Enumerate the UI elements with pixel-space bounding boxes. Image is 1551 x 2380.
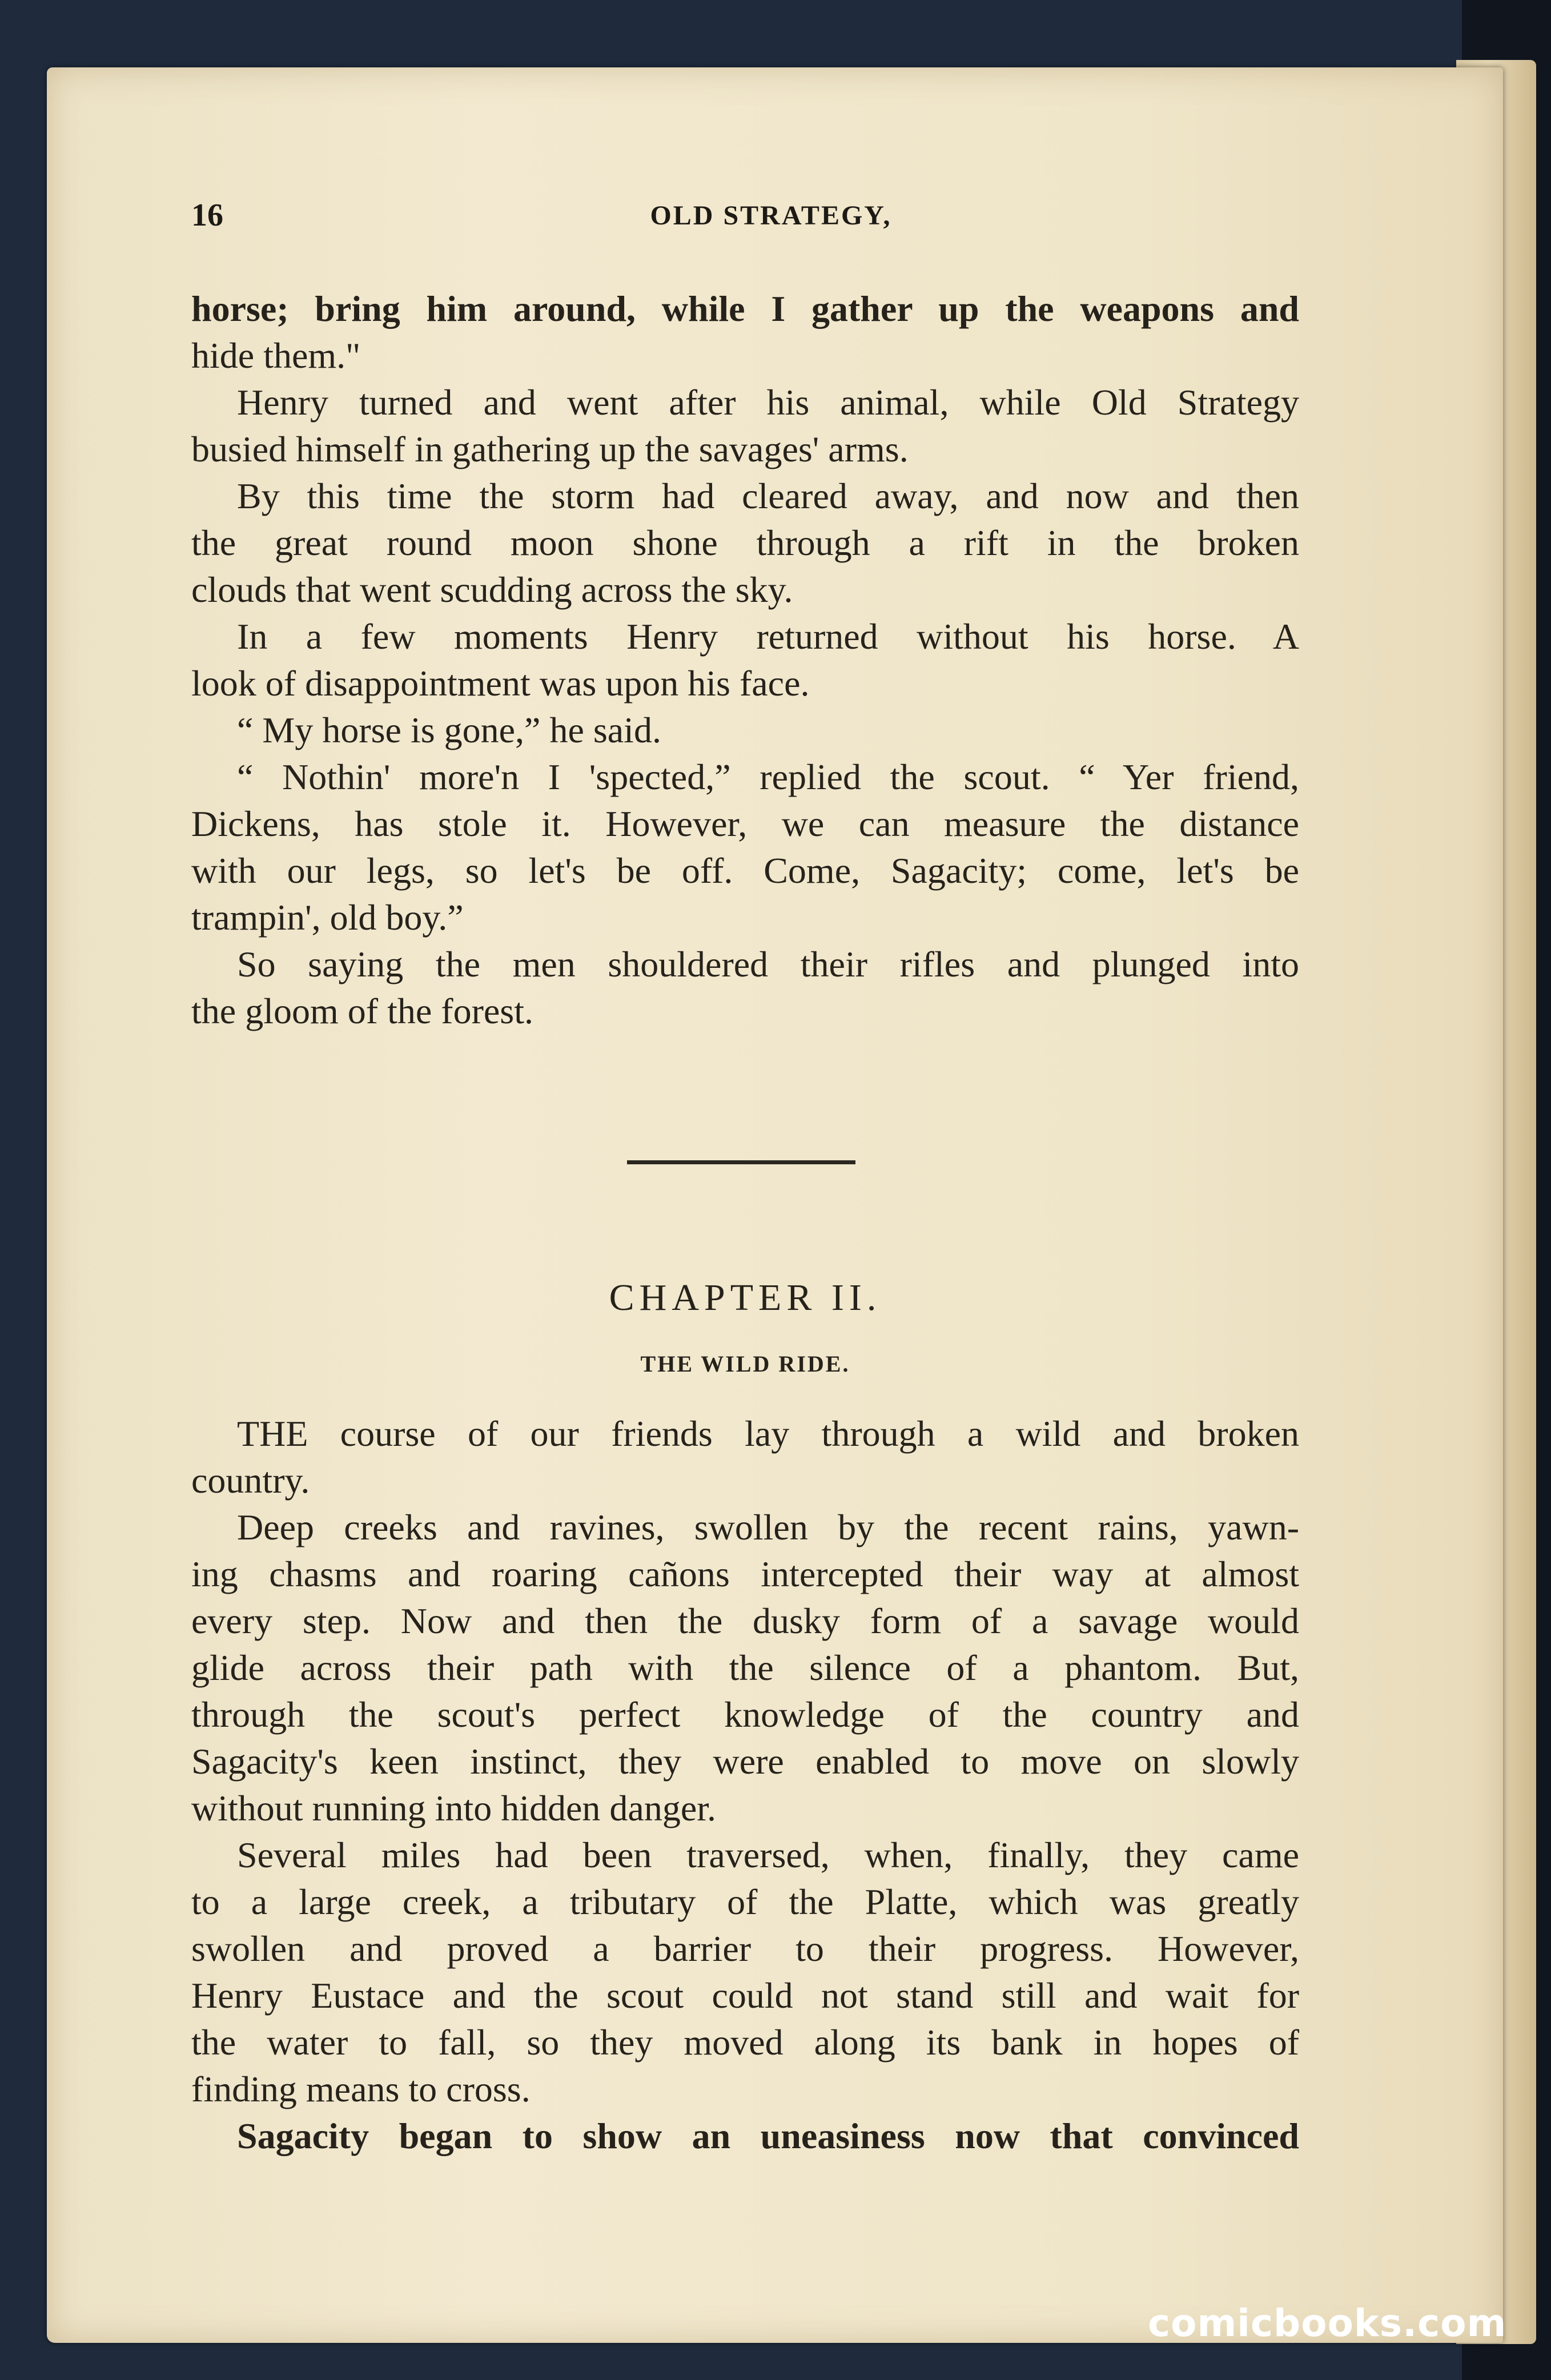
- text-line: Henry turned and went after his animal, while Old Strategy: [237, 382, 1299, 423]
- text-line: with our legs, so let's be off. Come, Sagacity; come, let's be: [191, 850, 1299, 891]
- text-line: Sagacity began to show an uneasiness now that convinced: [237, 2116, 1299, 2156]
- text-line: swollen and proved a barrier to their progress. However,: [191, 1928, 1299, 1969]
- text-line: finding means to cross.: [191, 2069, 531, 2109]
- chapter-title: CHAPTER II.: [609, 1277, 882, 1318]
- text-line: By this time the storm had cleared away, and now and then: [237, 476, 1299, 516]
- text-line: hide them.": [191, 335, 361, 376]
- text-line: So saying the men shouldered their rifles and plunged into: [237, 944, 1299, 984]
- text-line: THE course of our friends lay through a wild and broken: [237, 1413, 1299, 1454]
- text-line: Dickens, has stole it. However, we can measure the distance: [191, 803, 1299, 844]
- text-line: to a large creek, a tributary of the Platte, which was greatly: [191, 1882, 1299, 1922]
- text-line: without running into hidden danger.: [191, 1788, 716, 1828]
- text-line: country.: [191, 1460, 310, 1501]
- text-line: the water to fall, so they moved along its bank in hopes of: [191, 2022, 1299, 2063]
- text-line: In a few moments Henry returned without his horse. A: [237, 616, 1299, 657]
- text-line: the great round moon shone through a rift in the broken: [191, 522, 1299, 563]
- chapter-subtitle: THE WILD RIDE.: [640, 1351, 850, 1377]
- text-line: trampin', old boy.”: [191, 897, 464, 938]
- running-head: OLD STRATEGY,: [650, 200, 892, 231]
- text-line: Henry Eustace and the scout could not stand still and wait for: [191, 1975, 1299, 2016]
- text-line: Deep creeks and ravines, swollen by the recent rains, yawn-: [237, 1507, 1299, 1547]
- text-line: “ Nothin' more'n I 'spected,” replied the scout. “ Yer friend,: [237, 757, 1299, 797]
- text-line: every step. Now and then the dusky form of a savage would: [191, 1601, 1299, 1641]
- site-watermark: comicbooks.com: [1148, 2301, 1507, 2345]
- text-line: Several miles had been traversed, when, finally, they came: [237, 1835, 1299, 1875]
- text-line: glide across their path with the silence of a phantom. But,: [191, 1647, 1299, 1688]
- text-line: busied himself in gathering up the savages' arms.: [191, 429, 909, 469]
- text-line: clouds that went scudding across the sky.: [191, 569, 793, 610]
- text-line: the gloom of the forest.: [191, 991, 533, 1031]
- page-number: 16: [191, 198, 223, 233]
- text-line: horse; bring him around, while I gather up the weapons and: [191, 288, 1299, 329]
- text-line: “ My horse is gone,” he said.: [237, 710, 661, 750]
- text-line: Sagacity's keen instinct, they were enabled to move on slowly: [191, 1741, 1299, 1782]
- section-divider: [627, 1160, 855, 1164]
- text-line: ing chasms and roaring cañons intercepted their way at almost: [191, 1554, 1299, 1594]
- text-line: look of disappointment was upon his face.: [191, 663, 810, 703]
- text-line: through the scout's perfect knowledge of the country and: [191, 1694, 1299, 1735]
